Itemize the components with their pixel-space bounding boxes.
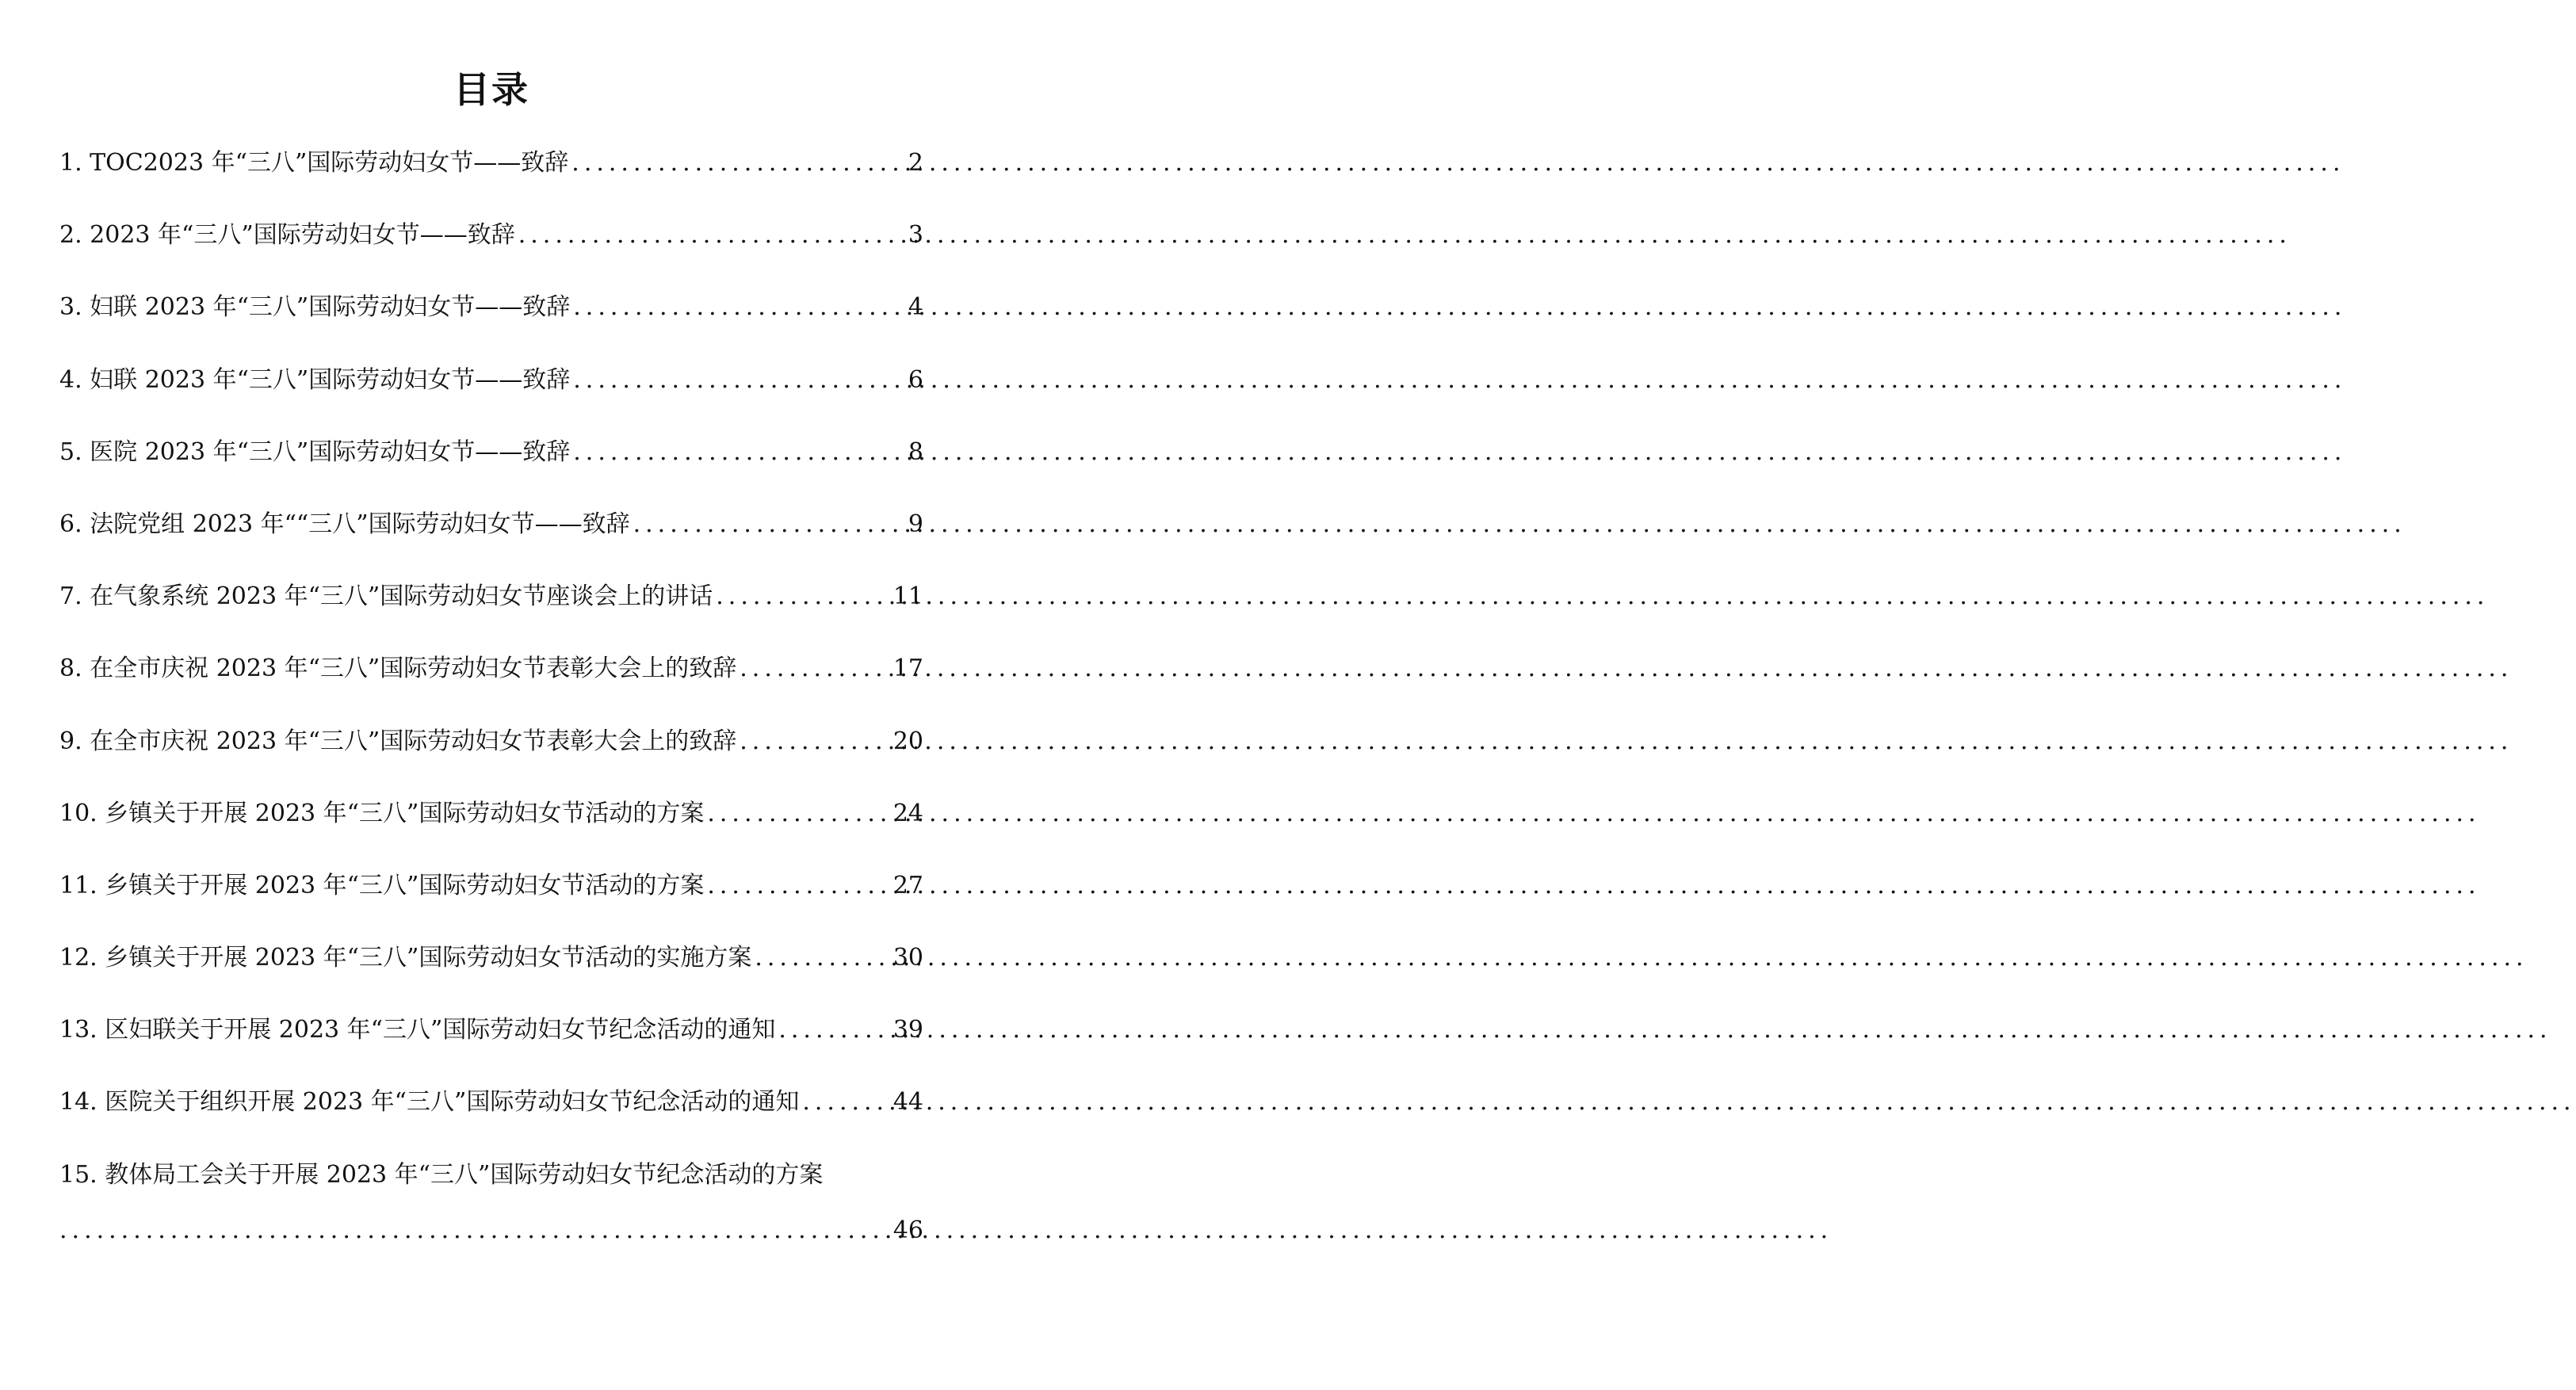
dot-leader (802, 1086, 889, 1119)
toc-entry-title: 6. 法院党组 2023 年““三八”国际劳动妇女节——致辞 (59, 510, 630, 538)
toc-entry-title: 3. 妇联 2023 年“三八”国际劳动妇女节——致辞 (59, 293, 571, 322)
toc-entry-page: 39 (892, 1016, 923, 1044)
toc-entry[interactable] (59, 941, 923, 1014)
toc-entry-page: 24 (892, 799, 923, 827)
toc-entry-continuation (59, 1214, 923, 1262)
toc-entry-title: 8. 在全市庆祝 2023 年“三八”国际劳动妇女节表彰大会上的致辞 (59, 655, 737, 683)
dot-leader (633, 508, 905, 541)
dot-leader (778, 1014, 889, 1047)
dot-leader (518, 219, 905, 252)
toc-entry-page: 2 (908, 149, 923, 177)
toc-entry-title: 10. 乡镇关于开展 2023 年“三八”国际劳动妇女节活动的方案 (59, 799, 705, 827)
toc-entry-title: 4. 妇联 2023 年“三八”国际劳动妇女节——致辞 (59, 365, 571, 394)
toc-entry-title: 15. 教体局工会关于开展 2023 年“三八”国际劳动妇女节纪念活动的方案 (59, 1160, 824, 1189)
toc-entry-title: 9. 在全市庆祝 2023 年“三八”国际劳动妇女节表彰大会上的致辞 (59, 727, 737, 755)
toc-entry[interactable] (59, 1014, 923, 1086)
toc-entry-page: 8 (908, 437, 923, 466)
toc-entry-page: 27 (892, 871, 923, 899)
toc-entry[interactable] (59, 436, 923, 508)
dot-leader (573, 436, 905, 469)
toc-entry[interactable] (59, 219, 923, 291)
toc-entry-page: 3 (908, 221, 923, 250)
toc-entry[interactable] (59, 580, 923, 652)
toc-entry[interactable] (59, 1159, 923, 1262)
dot-leader (755, 941, 889, 975)
toc-entry[interactable] (59, 147, 923, 219)
toc-entry[interactable] (59, 797, 923, 869)
toc-entry[interactable] (59, 508, 923, 580)
toc-entry[interactable] (59, 291, 923, 363)
dot-leader (573, 364, 905, 397)
toc-entry-page: 44 (892, 1088, 923, 1117)
toc-entry-page: 11 (892, 582, 923, 611)
toc-entry-title: 5. 医院 2023 年“三八”国际劳动妇女节——致辞 (59, 437, 571, 466)
toc-entry-title: 1. TOC2023 年“三八”国际劳动妇女节——致辞 (59, 149, 569, 177)
toc-entry-page: 4 (908, 293, 923, 322)
toc-entry-title: 14. 医院关于组织开展 2023 年“三八”国际劳动妇女节纪念活动的通知 (59, 1088, 800, 1117)
toc-entry-page: 9 (908, 510, 923, 538)
dot-leader (716, 580, 890, 613)
toc-entry[interactable] (59, 652, 923, 724)
toc-entry-page: 30 (892, 944, 923, 972)
toc-entry-title: 12. 乡镇关于开展 2023 年“三八”国际劳动妇女节活动的实施方案 (59, 944, 752, 972)
toc-entry-page: 46 (892, 1216, 923, 1244)
dot-leader (573, 291, 905, 324)
dot-leader (571, 147, 905, 180)
dot-leader (740, 652, 890, 685)
toc-entry[interactable] (59, 364, 923, 436)
toc-entry[interactable] (59, 869, 923, 941)
dot-leader (59, 1214, 890, 1247)
table-of-contents (59, 147, 923, 1262)
toc-entry-title: 11. 乡镇关于开展 2023 年“三八”国际劳动妇女节活动的方案 (59, 871, 705, 899)
toc-entry-title: 7. 在气象系统 2023 年“三八”国际劳动妇女节座谈会上的讲话 (59, 582, 713, 611)
toc-entry-title: 2. 2023 年“三八”国际劳动妇女节——致辞 (59, 221, 515, 250)
dot-leader (740, 725, 890, 758)
toc-entry[interactable] (59, 1086, 923, 1158)
dot-leader (707, 869, 889, 903)
dot-leader (707, 797, 889, 831)
toc-entry-page: 17 (892, 655, 923, 683)
toc-entry-page: 6 (908, 365, 923, 394)
toc-entry-title: 13. 区妇联关于开展 2023 年“三八”国际劳动妇女节纪念活动的通知 (59, 1016, 776, 1044)
toc-entry-page: 20 (892, 727, 923, 755)
page-title: 目录 (453, 68, 529, 111)
toc-entry[interactable] (59, 725, 923, 797)
